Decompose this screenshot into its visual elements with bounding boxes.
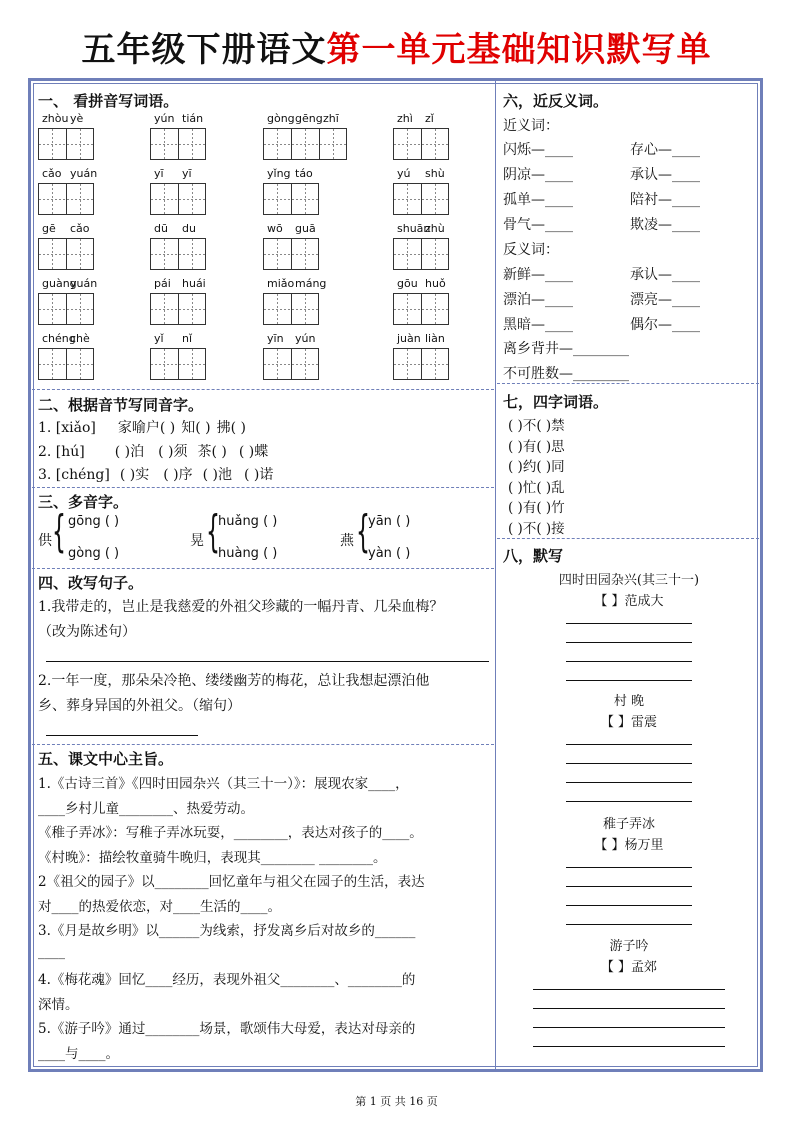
- pinyin-label: wō: [267, 222, 283, 235]
- dictation-line[interactable]: [566, 782, 692, 783]
- brace: {: [206, 506, 220, 557]
- dictation-line[interactable]: [566, 642, 692, 643]
- antonym-item: 黑暗—____: [503, 317, 573, 333]
- pinyin-label: pái: [154, 277, 171, 290]
- dictation-line[interactable]: [566, 623, 692, 624]
- writing-grid[interactable]: [38, 183, 94, 215]
- writing-grid[interactable]: [393, 128, 449, 160]
- pinyin-label: gòng: [267, 112, 295, 125]
- writing-grid[interactable]: [150, 238, 206, 270]
- theme-line: 2《祖父的园子》以________回忆童年与祖父在园子的生活，表达: [38, 874, 425, 890]
- theme-line: 《稚子弄冰》：写稚子弄冰玩耍，________，表达对孩子的____。: [38, 825, 423, 841]
- idiom-item: ( )忙( )乱: [508, 479, 565, 496]
- theme-line: 深情。: [38, 996, 79, 1013]
- section-1-heading: 一、 看拼音写词语。: [38, 92, 179, 110]
- pinyin-label: yún: [295, 332, 316, 345]
- pinyin-label: cǎo: [70, 222, 90, 235]
- antonym-item: 偶尔—____: [630, 317, 700, 333]
- pinyin-label: chéng: [42, 332, 76, 345]
- pinyin-label: gēng: [295, 112, 323, 125]
- polyphone-reading: gòng ( ): [68, 546, 120, 561]
- dictation-line[interactable]: [533, 1027, 725, 1028]
- dictation-line[interactable]: [566, 886, 692, 887]
- antonym-item: 新鲜—____: [503, 267, 573, 283]
- pinyin-label: dū: [154, 222, 168, 235]
- antonym-item: 承认—____: [630, 267, 700, 283]
- s2-line-2: 2. [hú] ( )泊 ( )须 茶( ) ( )蝶: [38, 444, 269, 460]
- dictation-line[interactable]: [566, 680, 692, 681]
- section-8-heading: 八，默写: [503, 547, 564, 565]
- divider: [497, 383, 759, 384]
- idiom-item: ( )有( )思: [508, 438, 565, 455]
- pinyin-label: yuán: [70, 277, 98, 290]
- theme-line: ____: [38, 943, 65, 960]
- pinyin-label: nǐ: [182, 332, 193, 345]
- s2-line-3: 3. [chéng] ( )实 ( )序 ( )池 ( )诺: [38, 467, 274, 483]
- writing-grid[interactable]: [38, 348, 94, 380]
- pinyin-label: yè: [70, 112, 84, 125]
- page-footer: 第 1 页 共 16 页: [355, 1095, 438, 1108]
- poem-author: 【 】雷震: [600, 715, 658, 730]
- dictation-line[interactable]: [566, 905, 692, 906]
- section-4-heading: 四、改写句子。: [38, 574, 144, 592]
- synonym-item: 承认—____: [630, 167, 700, 183]
- antonym-item: 离乡背井—________: [503, 341, 629, 357]
- rewrite-question-2-note: 乡、葬身异国的外祖父。（缩句）: [38, 698, 241, 714]
- theme-line: ____与____。: [38, 1045, 119, 1062]
- divider: [32, 389, 494, 390]
- synonym-item: 孤单—____: [503, 192, 573, 208]
- poem-title: 游子吟: [609, 939, 649, 954]
- pinyin-label: yuán: [70, 167, 98, 180]
- writing-grid[interactable]: [263, 293, 319, 325]
- poem-author: 【 】范成大: [594, 594, 664, 609]
- writing-grid[interactable]: [150, 128, 206, 160]
- pinyin-label: yīn: [267, 332, 284, 345]
- idiom-item: ( )有( )竹: [508, 500, 565, 516]
- writing-grid[interactable]: [38, 128, 94, 160]
- s2-line-1: 1. [xiǎo] 家喻户( ) 知( ) 拂( ): [38, 420, 247, 436]
- antonym-item: 漂泊—____: [503, 292, 573, 308]
- divider: [497, 538, 759, 539]
- dictation-line[interactable]: [566, 763, 692, 764]
- dictation-line[interactable]: [533, 1008, 725, 1009]
- pinyin-label: tián: [182, 112, 204, 125]
- poem-title: 稚子弄冰: [602, 817, 655, 832]
- dictation-line[interactable]: [566, 661, 692, 662]
- poem-author: 【 】杨万里: [594, 838, 664, 853]
- divider: [32, 744, 494, 745]
- theme-line: 4.《梅花魂》回忆____经历，表现外祖父________、________的: [38, 972, 416, 988]
- section-7-heading: 七，四字词语。: [503, 393, 609, 411]
- dictation-line[interactable]: [566, 744, 692, 745]
- writing-grid[interactable]: [150, 183, 206, 215]
- synonym-item: 欺凌—____: [630, 217, 700, 233]
- answer-line[interactable]: [46, 735, 198, 736]
- writing-grid[interactable]: [393, 293, 449, 325]
- antonym-item: 漂亮—____: [630, 292, 700, 308]
- pinyin-label: chè: [70, 332, 90, 345]
- idiom-item: ( )不( )接: [508, 520, 565, 537]
- antonym-item: 不可胜数—________: [503, 366, 629, 382]
- dictation-line[interactable]: [566, 801, 692, 802]
- divider: [32, 487, 494, 488]
- polyphone-reading: huàng ( ): [218, 546, 278, 561]
- section-3-heading: 三、多音字。: [38, 493, 129, 511]
- synonym-item: 存心—____: [630, 142, 700, 158]
- polyphone-reading: gōng ( ): [68, 514, 120, 529]
- theme-line: 3.《月是故乡明》以______为线索，抒发离乡后对故乡的______: [38, 923, 416, 939]
- writing-grid[interactable]: [393, 183, 449, 215]
- polyphone-reading: huǎng ( ): [218, 514, 278, 529]
- pinyin-label: cǎo: [42, 167, 62, 180]
- dictation-line[interactable]: [533, 989, 725, 990]
- page-title: 五年级下册语文第一单元基础知识默写单: [81, 30, 712, 70]
- pinyin-label: zhī: [323, 112, 339, 125]
- pinyin-label: huái: [182, 277, 206, 290]
- theme-line: 5.《游子吟》通过________场景，歌颂伟大母爱，表达对母亲的: [38, 1021, 416, 1037]
- polyphone-reading: yān ( ): [368, 514, 411, 529]
- pinyin-label: máng: [295, 277, 327, 290]
- theme-line: ____乡村儿童________、热爱劳动。: [38, 800, 254, 817]
- pinyin-label: miǎo: [267, 277, 295, 290]
- polyphone-char: 燕: [340, 533, 354, 549]
- synonym-item: 骨气—____: [503, 217, 573, 233]
- pinyin-label: gē: [42, 222, 56, 235]
- writing-grid[interactable]: [263, 183, 319, 215]
- synonym-item: 阴凉—____: [503, 167, 573, 183]
- pinyin-label: liàn: [425, 332, 445, 345]
- pinyin-label: zhù: [425, 222, 445, 235]
- pinyin-label: gōu: [397, 277, 418, 290]
- pinyin-label: yǐng: [267, 167, 291, 180]
- writing-grid[interactable]: [150, 293, 206, 325]
- pinyin-label: táo: [295, 167, 313, 180]
- writing-grid[interactable]: [150, 348, 206, 380]
- dictation-line[interactable]: [533, 1046, 725, 1047]
- antonym-label: 反义词：: [503, 242, 559, 258]
- pinyin-label: juàn: [397, 332, 421, 345]
- pinyin-label: yī: [154, 167, 164, 180]
- dictation-line[interactable]: [566, 867, 692, 868]
- section-2-heading: 二、根据音节写同音字。: [38, 396, 204, 414]
- pinyin-label: guā: [295, 222, 316, 235]
- writing-grid[interactable]: [38, 238, 94, 270]
- brace: {: [356, 506, 370, 557]
- theme-line: 1.《古诗三首》《四时田园杂兴（其三十一）》：展现农家____，: [38, 776, 409, 792]
- writing-grid[interactable]: [393, 348, 449, 380]
- polyphone-reading: yàn ( ): [368, 546, 411, 561]
- writing-grid[interactable]: [263, 238, 319, 270]
- rewrite-question-2: 2.一年一度，那朵朵冷艳、缕缕幽芳的梅花，总让我想起漂泊他: [38, 673, 430, 689]
- brace: {: [52, 506, 66, 557]
- writing-grid[interactable]: [393, 238, 449, 270]
- pinyin-label: du: [182, 222, 196, 235]
- pinyin-label: zhì: [397, 112, 413, 125]
- dictation-line[interactable]: [566, 924, 692, 925]
- pinyin-label: huǒ: [425, 277, 446, 290]
- pinyin-label: yī: [182, 167, 192, 180]
- pinyin-label: yún: [154, 112, 175, 125]
- poem-title: 四时田园杂兴(其三十一): [558, 573, 700, 588]
- synonym-item: 陪衬—____: [630, 192, 700, 208]
- answer-line[interactable]: [46, 661, 489, 662]
- writing-grid[interactable]: [263, 348, 319, 380]
- writing-grid[interactable]: [38, 293, 94, 325]
- pinyin-label: zǐ: [425, 112, 434, 125]
- writing-grid[interactable]: [263, 128, 347, 160]
- polyphone-char: 晃: [190, 533, 204, 549]
- rewrite-question-1: 1.我带走的，岂止是我慈爱的外祖父珍藏的一幅丹青、几朵血梅？: [38, 599, 444, 615]
- column-divider: [495, 80, 496, 1070]
- pinyin-label: shù: [425, 167, 445, 180]
- idiom-item: ( )不( )禁: [508, 418, 565, 434]
- section-5-heading: 五、课文中心主旨。: [38, 750, 174, 768]
- pinyin-label: shuān: [397, 222, 431, 235]
- theme-line: 对____的热爱依恋，对____生活的____。: [38, 898, 281, 915]
- idiom-item: ( )约( )同: [508, 459, 565, 475]
- synonym-item: 闪烁—____: [503, 142, 573, 158]
- divider: [32, 568, 494, 569]
- pinyin-label: zhòu: [42, 112, 69, 125]
- pinyin-label: yú: [397, 167, 411, 180]
- synonym-label: 近义词：: [503, 118, 559, 134]
- pinyin-label: yǐ: [154, 332, 164, 345]
- pinyin-label: guàng: [42, 277, 77, 290]
- poem-title: 村 晚: [613, 694, 645, 709]
- theme-line: 《村晚》：描绘牧童骑牛晚归，表现其________ ________。: [38, 849, 387, 866]
- rewrite-question-1-note: （改为陈述句）: [38, 624, 136, 640]
- section-6-heading: 六，近反义词。: [503, 92, 609, 110]
- polyphone-char: 供: [38, 533, 52, 549]
- poem-author: 【 】孟郊: [600, 960, 658, 975]
